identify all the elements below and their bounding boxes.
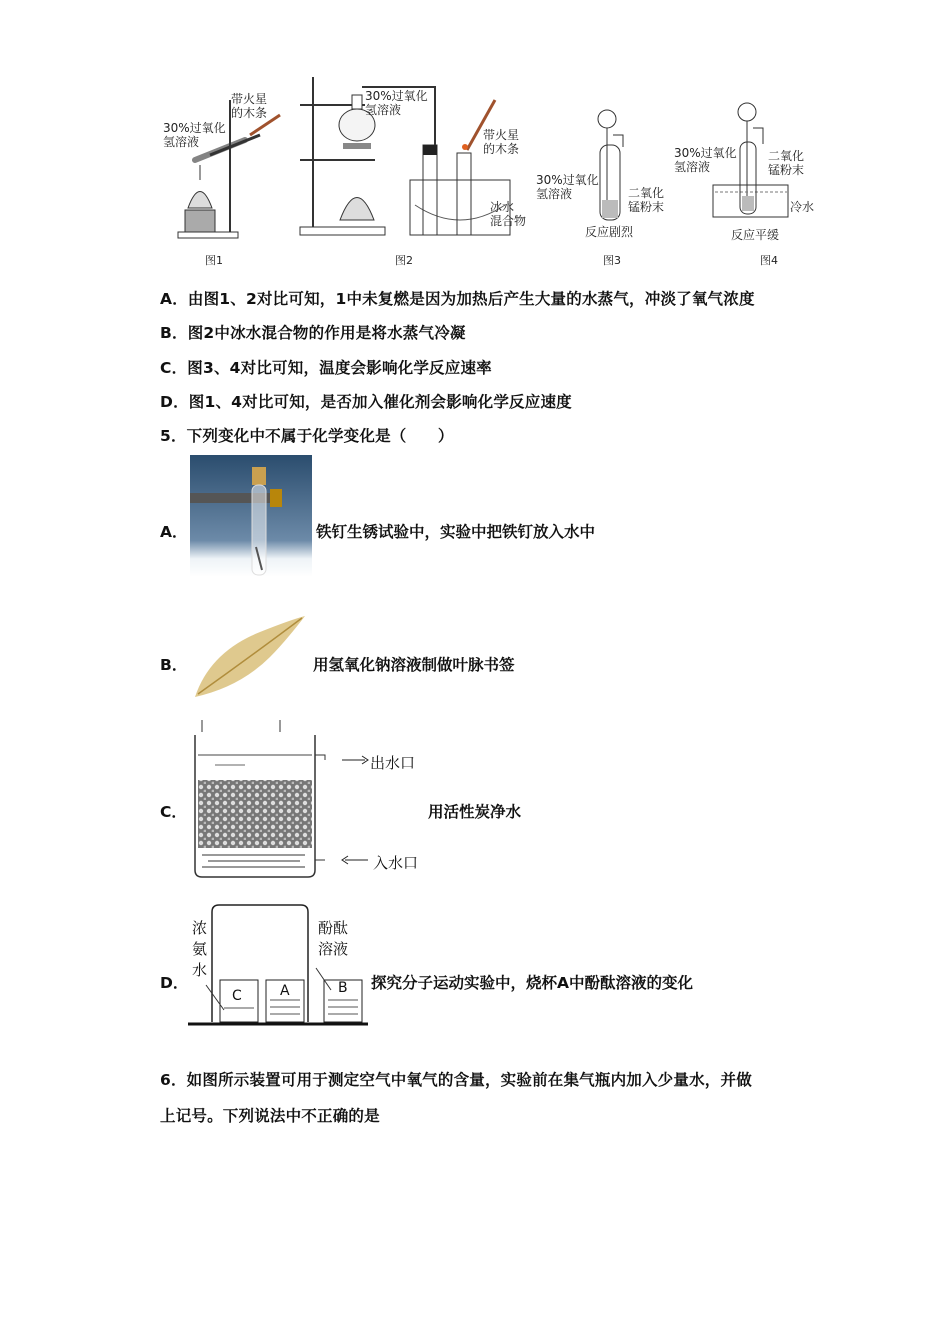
q5-option-a-text: 铁钉生锈试验中，实验中把铁钉放入水中	[316, 523, 596, 541]
q5-option-b-leaf-image	[190, 612, 310, 702]
beaker-b-label: B	[338, 980, 348, 996]
fig3-caption: 图3	[603, 254, 621, 267]
q4-option-d: D．图1、4对比可知，是否加入催化剂会影响化学反应速度	[160, 393, 572, 411]
fig2-caption: 图2	[395, 254, 413, 267]
fig3-state-label: 反应剧烈	[585, 225, 634, 239]
fig3-catalyst-label: 二氧化 锰粉末	[628, 186, 665, 214]
figure-1-apparatus	[170, 80, 290, 240]
q5-option-c-letter: C．	[160, 803, 187, 821]
fig2-bath-label: 冰水 混合物	[490, 200, 527, 228]
fig4-state-label: 反应平缓	[731, 228, 780, 242]
q5-option-d-text: 探究分子运动实验中，烧杯A中酚酞溶液的变化	[371, 974, 693, 992]
beaker-c-label: C	[232, 988, 242, 1004]
q6-stem-line-2: 上记号。下列说法中不正确的是	[160, 1107, 380, 1125]
fig1-reagent-label: 30%过氧化 氢溶液	[163, 121, 226, 149]
fig4-water-label: 冷水	[790, 200, 815, 214]
fig1-caption: 图1	[205, 254, 223, 267]
q5-option-a-image	[190, 455, 312, 577]
q5-option-c-text: 用活性炭净水	[428, 803, 522, 821]
q5-option-b-letter: B．	[160, 656, 188, 674]
fig4-reagent-label: 30%过氧化 氢溶液	[674, 146, 737, 174]
fig4-catalyst-label: 二氧化 锰粉末	[768, 149, 805, 177]
fig1-splint-label: 带火星 的木条	[231, 92, 268, 120]
fig4-caption: 图4	[760, 254, 778, 267]
fig2-reagent-label: 30%过氧化 氢溶液	[365, 89, 428, 117]
q4-option-b: B．图2中冰水混合物的作用是将水蒸气冷凝	[160, 324, 466, 342]
q5-option-a-letter: A．	[160, 523, 188, 541]
q5-option-d-phenol-label: 酚酞 溶液	[318, 919, 349, 958]
fig2-splint-label: 带火星 的木条	[483, 128, 520, 156]
q5-option-c-filter-image	[190, 720, 350, 880]
q5-option-c-inlet-label: 入水口	[373, 854, 419, 872]
q5-stem: 5．下列变化中不属于化学变化是（ ）	[160, 427, 454, 445]
q5-option-d-letter: D．	[160, 974, 189, 992]
q6-stem-line-1: 6．如图所示装置可用于测定空气中氧气的含量，实验前在集气瓶内加入少量水，并做	[160, 1071, 752, 1089]
fig3-reagent-label: 30%过氧化 氢溶液	[536, 173, 599, 201]
q5-option-c-outlet-label: 出水口	[370, 754, 416, 772]
q5-option-b-text: 用氢氧化钠溶液制做叶脉书签	[313, 656, 515, 674]
q5-option-d-ammonia-label: 浓 氨 水	[192, 919, 208, 979]
beaker-a-label: A	[280, 983, 290, 999]
q4-option-c: C．图3、4对比可知，温度会影响化学反应速率	[160, 359, 492, 377]
q4-option-a: A．由图1、2对比可知，1中未复燃是因为加热后产生大量的水蒸气，冲淡了氧气浓度	[160, 290, 755, 308]
